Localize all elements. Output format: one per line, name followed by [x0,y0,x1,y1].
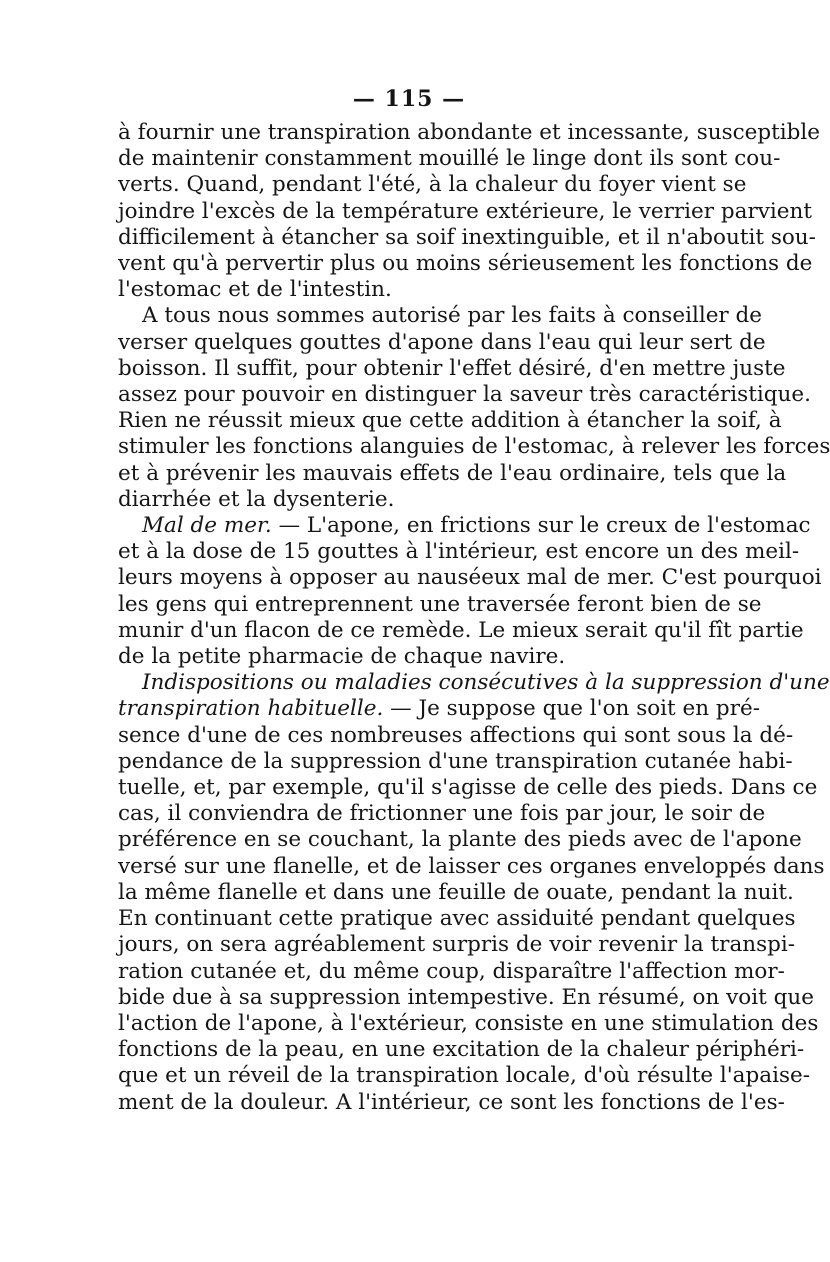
text-line: difficilement à étancher sa soif inextinguible, et il n'aboutit sou- [118,224,816,250]
text-line: A tous nous sommes autorisé par les faits à conseiller de [142,303,763,329]
text-line: diarrhée et la dysenterie. [118,486,395,512]
text-line: et à prévenir les mauvais effets de l'eau ordinaire, tels que la [118,460,787,486]
section-heading: Indispositions ou maladies consécutives à la suppression d'une [142,670,830,696]
text-line: cas, il conviendra de frictionner une fois par jour, le soir de [118,801,766,827]
text-line: joindre l'excès de la température extérieure, le verrier parvient [118,198,812,224]
text-line: tuelle, et, par exemple, qu'il s'agisse de celle des pieds. Dans ce [118,775,818,801]
text-line: la même flanelle et dans une feuille de ouate, pendant la nuit. [118,879,794,905]
paragraph-2 [118,303,830,513]
text-line: préférence en se couchant, la plante des pieds avec de l'apone [118,827,802,853]
text-line: vent qu'à pervertir plus ou moins sérieusement les fonctions de [118,251,813,277]
paragraph-1 [118,120,821,303]
text-line: jours, on sera agréablement surpris de voir revenir la transpi- [118,932,796,958]
text-line: que et un réveil de la transpiration locale, d'où résulte l'apaise- [118,1063,810,1089]
text-line: assez pour pouvoir en distinguer la saveur très caractéristique. [118,382,811,408]
text-line [118,513,811,539]
text-line: fonctions de la peau, en une excitation de la chaleur périphéri- [118,1037,805,1063]
text-line [118,696,760,722]
paragraph-3 [118,513,822,670]
text-line: ment de la douleur. A l'intérieur, ce sont les fonctions de l'es- [118,1089,785,1115]
text-line: boisson. Il suffit, pour obtenir l'effet désiré, d'en mettre juste [118,355,786,381]
text-line: l'action de l'apone, à l'extérieur, consiste en une stimulation des [118,1010,819,1036]
body-text [118,120,830,1116]
text-line: versé sur une flanelle, et de laisser ces organes enveloppés dans [118,853,825,879]
text-line: verts. Quand, pendant l'été, à la chaleur du foyer vient se [118,172,747,198]
text-run: — Je suppose que l'on soit en pré- [383,696,760,722]
text-line: de maintenir constamment mouillé le linge dont ils sont cou- [118,146,781,172]
text-line: verser quelques gouttes d'apone dans l'eau qui leur sert de [118,329,766,355]
paragraph-4 [118,670,830,1115]
book-page [118,84,830,1116]
text-line: munir d'un flacon de ce remède. Le mieux serait qu'il fît partie [118,617,804,643]
text-line: de la petite pharmacie de chaque navire. [118,644,566,670]
text-line: et à la dose de 15 gouttes à l'intérieur, est encore un des meil- [118,539,800,565]
text-line: leurs moyens à opposer au nauséeux mal de mer. C'est pourquoi [118,565,822,591]
text-line: Rien ne réussit mieux que cette addition à étancher la soif, à [118,408,782,434]
section-heading-cont: transpiration habituelle. [118,696,384,722]
text-line: En continuant cette pratique avec assiduité pendant quelques [118,906,796,932]
text-line: pendance de la suppression d'une transpiration cutanée habi- [118,748,793,774]
section-heading: Mal de mer. [142,513,272,539]
text-line: stimuler les fonctions alanguies de l'estomac, à relever les forces [118,434,830,460]
page-number: — 115 — [352,86,466,112]
text-line: sence d'une de ces nombreuses affections qui sont sous la dé- [118,722,794,748]
text-line: à fournir une transpiration abondante et incessante, susceptible [118,120,821,145]
text-line: bide due à sa suppression intempestive. En résumé, on voit que [118,984,814,1010]
text-line: ration cutanée et, du même coup, disparaître l'affection mor- [118,958,785,984]
text-line: les gens qui entreprennent une traversée feront bien de se [118,591,762,617]
text-line: l'estomac et de l'intestin. [118,277,392,303]
text-run: — L'apone, en frictions sur le creux de l'estomac [271,513,811,539]
